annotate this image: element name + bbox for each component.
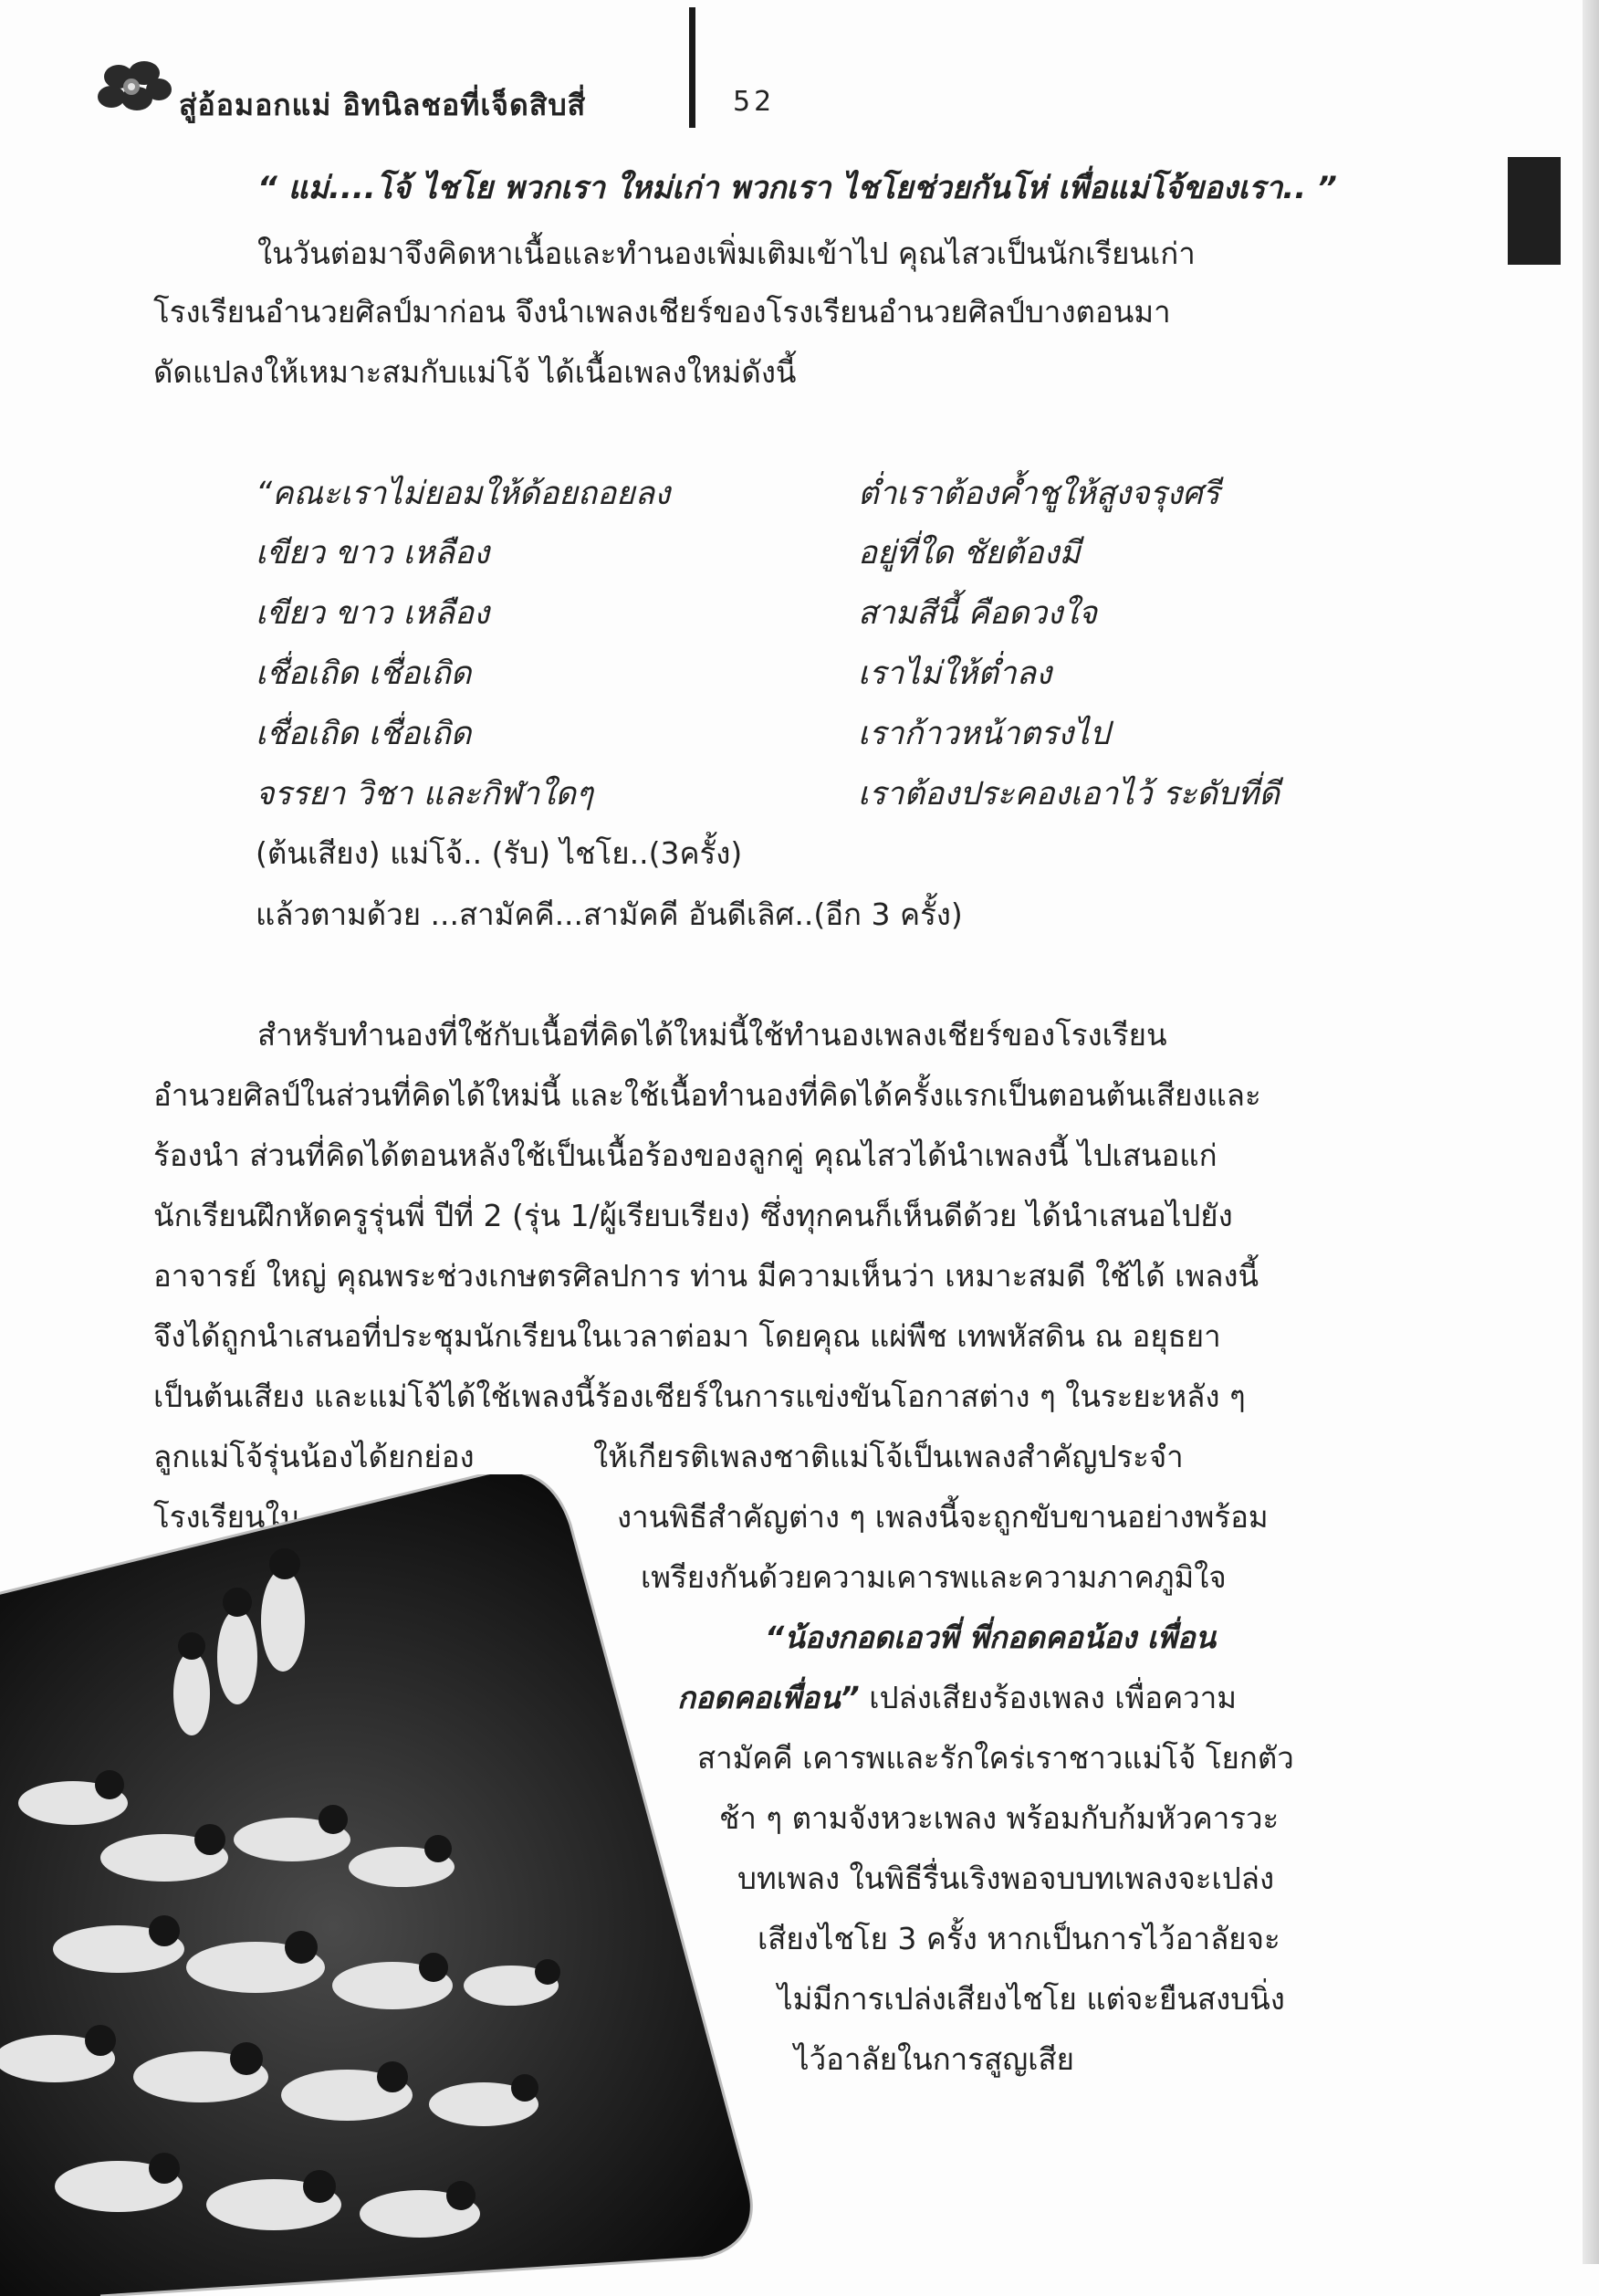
- song-left-line: เชื่อเถิด เชื่อเถิด: [256, 655, 472, 692]
- split-line-left: ลูกแม่โจ้รุ่นน้องได้ยกย่อง: [153, 1439, 475, 1474]
- intro-line: ดัดแปลงให้เหมาะสมกับแม่โจ้ ได้เนื้อเพลงใหม่ดังนี้: [153, 354, 797, 390]
- running-header-title: สู่อ้อมอกแม่ อิทนิลชอที่เจ็ดสิบสี่: [179, 88, 587, 122]
- intro-line: โรงเรียนอำนวยศิลป์มาก่อน จึงนำเพลงเชียร์ของโรงเรียนอำนวยศิลป์บางตอนมา: [153, 294, 1171, 330]
- wrap-line: เสียงไชโย 3 ครั้ง หากเป็นการไว้อาลัยจะ: [758, 1921, 1280, 1956]
- body-line: จึงได้ถูกนำเสนอที่ประชุมนักเรียนในเวลาต่อมา โดยคุณ แผ่พืช เทพหัสดิน ณ อยุธยา: [153, 1318, 1221, 1354]
- wrap-emphasis-end: กอดคอเพื่อน”: [677, 1680, 860, 1715]
- song-left-line: “คณะเราไม่ยอมให้ด้อยถอยลง: [256, 476, 671, 512]
- page-edge-shadow: [1583, 0, 1599, 2264]
- split-line-right: งานพิธีสำคัญต่าง ๆ เพลงนี้จะถูกขับขานอย่างพร้อม: [617, 1499, 1269, 1535]
- body-line: ร้องนำ ส่วนที่คิดได้ตอนหลังใช้เป็นเนื้อร้องของลูกคู่ คุณไสวได้นำเพลงนี้ ไปเสนอแก่: [153, 1138, 1218, 1173]
- song-left-line: เขียว ขาว เหลือง: [256, 535, 490, 571]
- wrap-line: ไม่มีการเปล่งเสียงไชโย แต่จะยืนสงบนิ่ง: [778, 1981, 1285, 2017]
- wrap-line-rest: เปล่งเสียงร้องเพลง เพื่อความ: [859, 1680, 1237, 1715]
- flower-logo-icon: [91, 57, 179, 117]
- song-right-line: สามสีนี้ คือดวงใจ: [858, 595, 1098, 632]
- page-number: 52: [733, 86, 776, 118]
- body-line: อำนวยศิลป์ในส่วนที่คิดได้ใหม่นี้ และใช้เนื้อทำนองที่คิดได้ครั้งแรกเป็นตอนต้นเสียงและ: [153, 1077, 1261, 1113]
- body-line: เป็นต้นเสียง และแม่โจ้ได้ใช้เพลงนี้ร้องเชียร์ในการแข่งขันโอกาสต่าง ๆ ในระยะหลัง ๆ: [153, 1379, 1246, 1414]
- header-divider: [689, 7, 695, 128]
- song-right-line: เราไม่ให้ต่ำลง: [858, 655, 1052, 692]
- song-right-line: ต่ำเราต้องค้ำชูให้สูงจรุงศรี: [858, 476, 1220, 512]
- cheer-quote: “ แม่....โจ้ ไชโย พวกเรา ใหม่เก่า พวกเรา ไชโยช่วยกันโห่ เพื่อแม่โจ้ของเรา.. ”: [257, 170, 1337, 206]
- body-line: สำหรับทำนองที่ใช้กับเนื้อที่คิดได้ใหม่นี้ใช้ทำนองเพลงเชียร์ของโรงเรียน: [257, 1017, 1167, 1053]
- wrap-line: เพรียงกันด้วยความเคารพและความภาคภูมิใจ: [641, 1559, 1227, 1595]
- song-right-line: เราต้องประคองเอาไว้ ระดับที่ดี: [858, 776, 1280, 813]
- split-line-right: ให้เกียรติเพลงชาติแม่โจ้เป็นเพลงสำคัญประจำ: [593, 1439, 1184, 1474]
- song-right-line: เราก้าวหน้าตรงไป: [858, 716, 1111, 752]
- wrap-line: ไว้อาลัยในการสูญเสีย: [794, 2041, 1074, 2077]
- song-left-line: จรรยา วิชา และกิฬาใดๆ: [256, 776, 593, 813]
- song-left-line: เขียว ขาว เหลือง: [256, 595, 490, 632]
- wrap-line-emphasis: “น้องกอดเอวพี่ พี่กอดคอน้อง เพื่อน: [765, 1620, 1217, 1655]
- body-line: อาจารย์ ใหญ่ คุณพระช่วงเกษตรศิลปการ ท่าน มีความเห็นว่า เหมาะสมดี ใช้ได้ เพลงนี้: [153, 1258, 1259, 1294]
- body-line: นักเรียนฝึกหัดครูรุ่นพี่ ปีที่ 2 (รุ่น 1/ผู้เรียบเรียง) ซึ่งทุกคนก็เห็นดีด้วย ได้นำเสนอไปยัง: [153, 1198, 1233, 1233]
- wrap-line: ช้า ๆ ตามจังหวะเพลง พร้อมกับก้มหัวคารวะ: [719, 1800, 1280, 1836]
- wrap-line: [677, 1680, 1237, 1716]
- song-call-line: (ต้นเสียง) แม่โจ้.. (รับ) ไชโย..(3ครั้ง): [256, 835, 743, 871]
- split-line-left: โรงเรียนใน: [153, 1499, 301, 1535]
- intro-line: ในวันต่อมาจึงคิดหาเนื้อและทำนองเพิ่มเติมเข้าไป คุณไสวเป็นนักเรียนเก่า: [257, 236, 1196, 271]
- crowd-photo-icon: [0, 1474, 785, 2296]
- song-left-line: เชื่อเถิด เชื่อเถิด: [256, 716, 472, 752]
- wrap-line: บทเพลง ในพิธีรื่นเริงพอจบบทเพลงจะเปล่ง: [737, 1861, 1275, 1896]
- thumb-index-tab: [1508, 157, 1561, 265]
- song-follow-line: แล้วตามด้วย ...สามัคคี...สามัคคี อันดีเลิศ..(อีก 3 ครั้ง): [256, 896, 963, 932]
- song-right-line: อยู่ที่ใด ชัยต้องมี: [858, 535, 1081, 571]
- wrap-line: สามัคคี เคารพและรักใคร่เราชาวแม่โจ้ โยกตัว: [697, 1740, 1294, 1776]
